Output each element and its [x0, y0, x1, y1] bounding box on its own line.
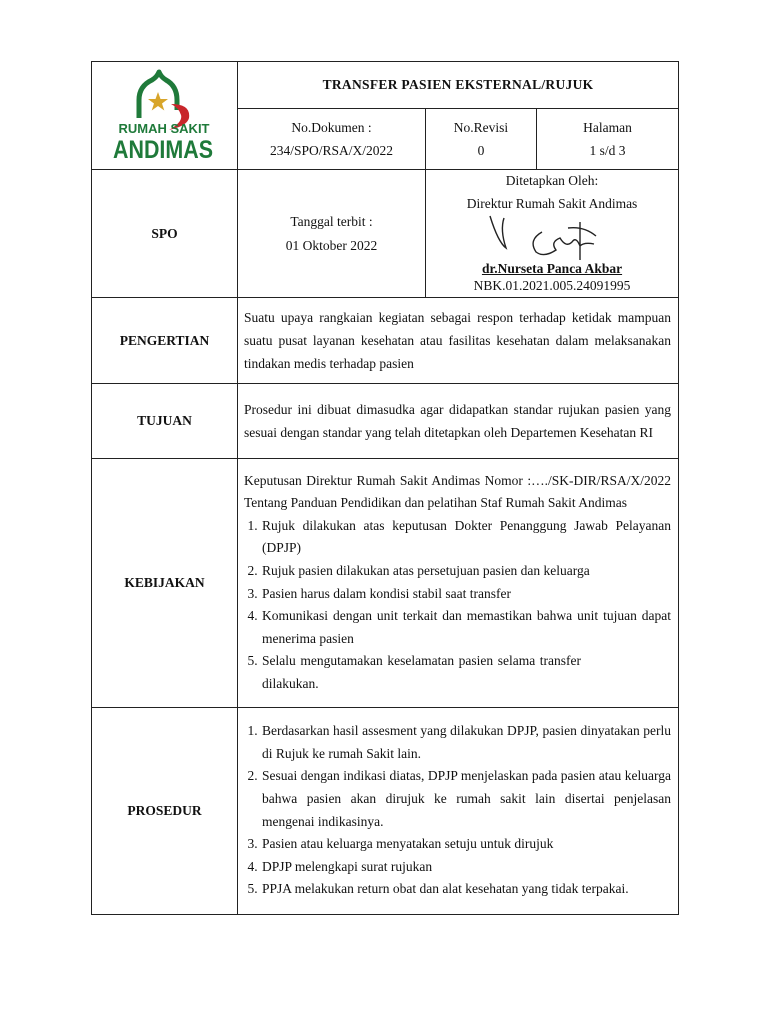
- ditetapkan-cell: [426, 170, 679, 298]
- kebijakan-intro: Keputusan Direktur Rumah Sakit Andimas Nomor :…./SK-DIR/RSA/X/2022 Tentang Panduan Pendidikan dan pelatihan Staf Rumah Sakit Andimas: [244, 472, 672, 511]
- signer-name: dr.Nurseta Panca Akbar: [481, 261, 623, 276]
- tanggal-terbit-cell: [238, 170, 426, 298]
- prosedur-label: PROSEDUR: [92, 708, 238, 915]
- list-item: 2. Sesuai dengan indikasi diatas, DPJP menjelaskan pada pasien atau keluarga bahwa pasien akan dirujuk ke rumah sakit lain disertai penjelasan mengenai indikasinya.: [261, 765, 671, 833]
- svg-text:RUMAH SAKIT: RUMAH SAKIT: [118, 120, 209, 136]
- halaman-value: 1 s/d 3: [589, 142, 626, 158]
- hospital-logo: [105, 68, 225, 160]
- pengertian-label: PENGERTIAN: [92, 298, 238, 384]
- logo-cell: [92, 62, 238, 170]
- list-item: 1. Berdasarkan hasil assesment yang dilakukan DPJP, pasien dinyatakan perlu di Rujuk ke rumah Sakit lain.: [261, 720, 671, 765]
- prosedur-content: [238, 708, 679, 915]
- no-revisi-label: No.Revisi: [453, 119, 509, 135]
- tujuan-text: Prosedur ini dibuat dimasudka agar didapatkan standar rujukan pasien yang sesuai dengan standar yang telah ditetapkan oleh Departemen Kesehatan RI: [238, 384, 679, 459]
- spo-label: SPO: [92, 170, 238, 298]
- document-title: TRANSFER PASIEN EKSTERNAL/RUJUK: [238, 62, 679, 109]
- list-item: 3. Pasien harus dalam kondisi stabil saat transfer: [261, 583, 671, 606]
- tanggal-terbit-label: Tanggal terbit :: [290, 213, 373, 229]
- list-item: 3. Pasien atau keluarga menyatakan setuju untuk dirujuk: [261, 833, 671, 856]
- no-revisi-cell: [426, 109, 537, 170]
- list-item: 1. Rujuk dilakukan atas keputusan Dokter Penanggung Jawab Pelayanan (DPJP): [261, 515, 671, 560]
- signer-id: NBK.01.2021.005.24091995: [473, 278, 631, 293]
- list-item: 4. Komunikasi dengan unit terkait dan memastikan bahwa unit tujuan dapat menerima pasien: [261, 605, 671, 650]
- pengertian-text: Suatu upaya rangkaian kegiatan sebagai respon terhadap ketidak mampuan suatu pusat layanan kesehatan atau fasilitas kesehatan dalam melaksanakan tindakan medis terhadap pasien: [238, 298, 679, 384]
- ditetapkan-label: Ditetapkan Oleh:: [505, 173, 599, 188]
- kebijakan-content: [238, 459, 679, 708]
- kebijakan-list: [244, 515, 671, 696]
- list-item: 4. DPJP melengkapi surat rujukan: [261, 856, 671, 879]
- no-dokumen-cell: [238, 109, 426, 170]
- kebijakan-label: KEBIJAKAN: [92, 459, 238, 708]
- no-dokumen-label: No.Dokumen :: [291, 119, 372, 135]
- tujuan-label: TUJUAN: [92, 384, 238, 459]
- no-dokumen-value: 234/SPO/RSA/X/2022: [269, 142, 394, 158]
- list-item: 2. Rujuk pasien dilakukan atas persetujuan pasien dan keluarga: [261, 560, 671, 583]
- svg-text:ANDIMAS: ANDIMAS: [112, 135, 213, 160]
- signature-image: [484, 212, 614, 262]
- halaman-label: Halaman: [583, 119, 632, 135]
- ditetapkan-by: Direktur Rumah Sakit Andimas: [466, 196, 638, 211]
- spo-table: [91, 61, 679, 915]
- list-item: 5. PPJA melakukan return obat dan alat kesehatan yang tidak terpakai.: [261, 878, 671, 901]
- no-revisi-value: 0: [477, 142, 485, 158]
- star-icon: [148, 92, 168, 111]
- tanggal-terbit-value: 01 Oktober 2022: [285, 237, 378, 253]
- halaman-cell: [537, 109, 679, 170]
- prosedur-list: [244, 720, 671, 901]
- list-item: 5. Selalu mengutamakan keselamatan pasien selama transfer dilakukan.: [261, 650, 671, 695]
